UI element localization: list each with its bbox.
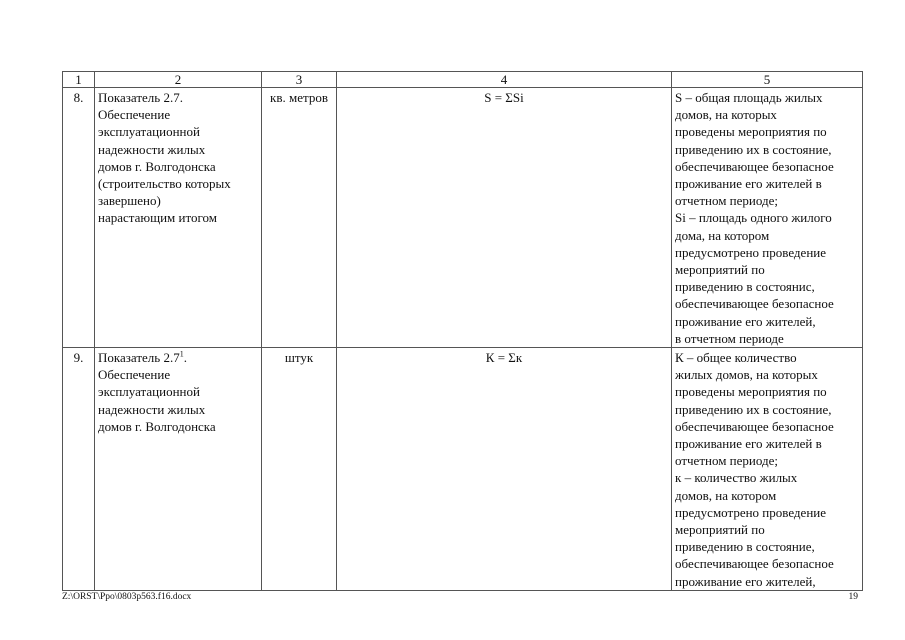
- indicator-name: [95, 348, 262, 591]
- column-header-1: 1: [63, 72, 95, 88]
- row-number: 8.: [63, 88, 95, 348]
- table-row: [63, 348, 863, 591]
- header-row: [63, 72, 863, 88]
- row-number: 9.: [63, 348, 95, 591]
- indicators-table: [62, 71, 863, 591]
- formula: К = Σк: [337, 348, 672, 591]
- unit-of-measure: штук: [262, 348, 337, 591]
- indicator-text: Обеспечение эксплуатационной надежности жилых домов г. Волгодонска: [98, 367, 216, 434]
- column-header-4: 4: [337, 72, 672, 88]
- page-number: 19: [848, 592, 858, 602]
- indicator-name: Показатель 2.7. Обеспечение эксплуатационной надежности жилых домов г. Волгодонска (строительство которых завершено) нарастающим итогом: [95, 88, 262, 348]
- column-header-5: 5: [672, 72, 863, 88]
- superscript-index: 1: [179, 349, 184, 359]
- column-header-3: 3: [262, 72, 337, 88]
- table-row: [63, 88, 863, 348]
- formula-description: К – общее количество жилых домов, на которых проведены мероприятия по приведению их в состояние, обеспечивающее безопасное проживание его жителей в отчетном периоде; к – количество жилых домов, на котором предусмотрено проведение мероприятий по приведению в состояние, обеспечивающее безопасное проживание его жителей,: [672, 348, 863, 591]
- column-header-2: 2: [95, 72, 262, 88]
- formula: S = ΣSi: [337, 88, 672, 348]
- indicator-title: Показатель $2.7^1$.: [98, 349, 187, 366]
- unit-of-measure: кв. метров: [262, 88, 337, 348]
- footer-file-path: Z:\ORST\Ppo\0803p563.f16.docx: [62, 592, 192, 602]
- formula-description: S – общая площадь жилых домов, на которых проведены мероприятия по приведению их в состояние, обеспечивающее безопасное проживание его жителей в отчетном периоде; Si – площадь одного жилого дома, на котором предусмотрено проведение мероприятий по приведению в состоянис, обеспечивающее безопасное проживание его жителей, в отчетном периоде: [672, 88, 863, 348]
